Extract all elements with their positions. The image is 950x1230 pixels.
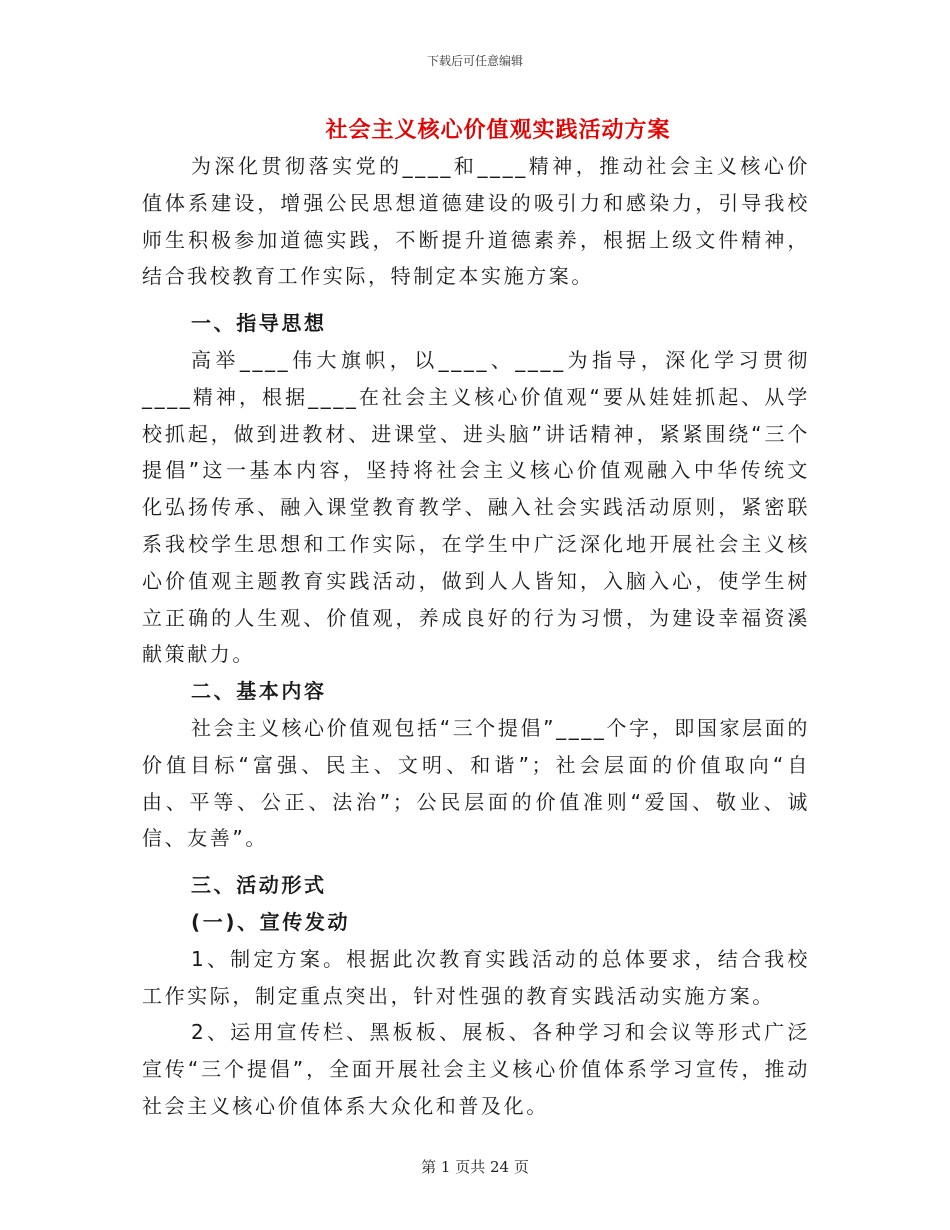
- header-note: 下载后可任意编辑: [426, 54, 523, 68]
- section-heading-guiding-ideology: 一、指导思想: [191, 311, 327, 336]
- subsection-heading-publicity: (一)、宣传发动: [191, 909, 351, 934]
- page-footer: 第 1 页共 24 页: [421, 1158, 529, 1176]
- document-body: [142, 148, 810, 1125]
- basic-content-paragraph: 社会主义核心价值观包括“三个提倡”____个字，即国家层面的价值目标“富强、民主、文明、和谐”；社会层面的价值取向“自由、平等、公正、法治”；公民层面的价值准则“爱国、敬业、诚信、友善”。: [142, 715, 810, 851]
- publicity-item-2: 2、运用宣传栏、黑板板、展板、各种学习和会议等形式广泛宣传“三个提倡”，全面开展社会主义核心价值体系学习宣传，推动社会主义核心价值体系大众化和普及化。: [142, 1020, 810, 1118]
- section-heading-basic-content: 二、基本内容: [191, 679, 327, 704]
- publicity-item-1: 1、制定方案。根据此次教育实践活动的总体要求，结合我校工作实际，制定重点突出，针对性强的教育实践活动实施方案。: [142, 946, 810, 1008]
- intro-paragraph: 为深化贯彻落实党的____和____精神，推动社会主义核心价值体系建设，增强公民思想道德建设的吸引力和感染力，引导我校师生积极参加道德实践，不断提升道德素养，根据上级文件精神，结合我校教育工作实际，特制定本实施方案。: [142, 154, 810, 289]
- document-title: 社会主义核心价值观实践活动方案: [325, 118, 671, 143]
- section-heading-activity-form: 三、活动形式: [191, 873, 327, 898]
- guiding-ideology-paragraph: 高举____伟大旗帜，以____、____为指导，深化学习贯彻____精神，根据____在社会主义核心价值观“要从娃娃抓起、从学校抓起，做到进教材、进课堂、进头脑”讲话精神，紧紧围绕“三个提倡”这一基本内容，坚持将社会主义核心价值观融入中华传统文化弘扬传承、融入课堂教育教学、融入社会实践活动原则，紧密联系我校学生思想和工作实际，在学生中广泛深化地开展社会主义核心价值观主题教育实践活动，做到人人皆知，入脑入心，使学生树立正确的人生观、价值观，养成良好的行为习惯，为建设幸福资溪献策献力。: [142, 347, 810, 667]
